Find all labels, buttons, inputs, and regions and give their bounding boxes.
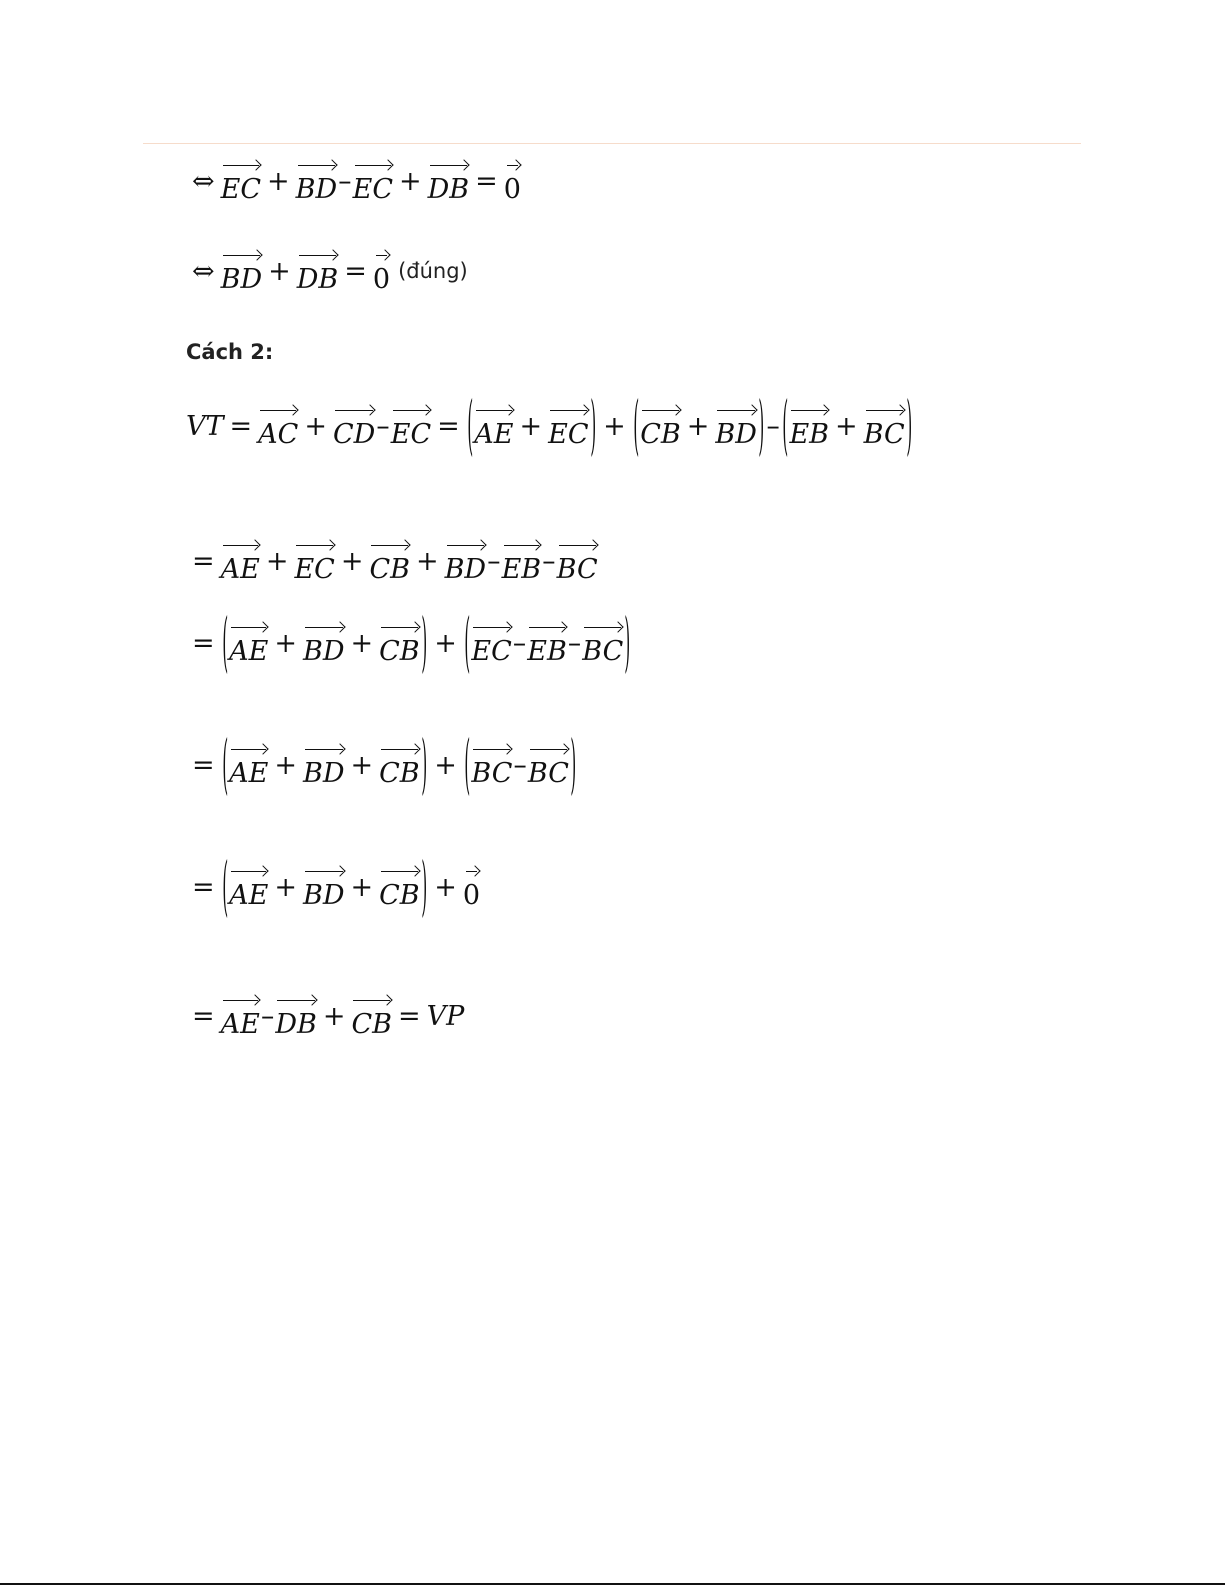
vector-eb: EB [502,540,542,583]
equation-line-2 [186,250,468,293]
left-paren: ( [782,389,789,464]
equals-sign: = [229,411,253,442]
plus-sign: + [434,628,457,659]
plus-sign: + [603,411,626,442]
equals-sign: = [192,546,215,577]
vector-bd: BD [303,622,345,665]
vector-db: DB [297,250,339,293]
plus-sign: + [835,411,858,442]
vector-ec: EC [294,540,334,583]
equals-sign: = [192,1001,215,1032]
left-paren: ( [467,389,473,464]
equals-sign: = [397,1001,421,1032]
equals-sign: = [192,872,215,903]
vector-ec: EC [548,405,588,448]
vector-ec: EC [221,160,261,203]
vector-ec: EC [391,405,431,448]
vector-ac: AC [258,405,298,448]
iff-symbol: ⇔ [192,166,215,197]
minus-sign: – [487,546,501,577]
vector-cb: CB [369,540,410,583]
minus-sign: – [766,411,780,442]
plus-sign: + [519,411,543,442]
vector-db: DB [428,160,470,203]
plus-sign: + [274,750,298,781]
plus-sign: + [350,872,374,903]
vector-bd: BD [303,744,345,787]
vector-ae: AE [221,995,260,1038]
method-2-heading-row [186,342,273,363]
vector-cb: CB [351,995,392,1038]
method-2-heading: Cách 2: [186,340,274,364]
vector-cb: CB [379,622,420,665]
plus-sign: + [340,546,364,577]
vector-bd: BD [445,540,487,583]
vector-bc: BC [864,405,905,448]
plus-sign: + [265,546,289,577]
vector-db: DB [275,995,317,1038]
minus-sign: – [512,628,527,659]
plus-sign: + [350,750,374,781]
left-paren: ( [221,606,228,681]
vector-cd: CD [333,405,375,448]
minus-sign: – [260,1001,275,1032]
right-paren: ) [421,728,427,803]
plus-sign: + [267,166,290,197]
right-paren: ) [906,389,912,464]
left-paren: ( [221,850,228,925]
iff-symbol: ⇔ [192,256,215,287]
plus-sign: + [415,546,439,577]
vector-cb: CB [379,744,420,787]
plus-sign: + [399,166,422,197]
top-divider [143,143,1081,144]
plus-sign: + [434,750,457,781]
equation-line-3 [186,389,913,464]
vector-cb: CB [640,405,681,448]
note-correct: (đúng) [398,259,468,283]
equals-sign: = [192,628,215,659]
zero-vector: 0 [373,250,390,293]
vector-ae: AE [229,866,268,909]
plus-sign: + [268,256,291,287]
plus-sign: + [274,628,298,659]
right-paren: ) [589,389,596,464]
rhs-vp: VP [426,1001,465,1032]
vector-bc: BC [471,744,512,787]
left-paren: ( [464,606,470,681]
equals-sign: = [192,750,215,781]
vector-ae: AE [229,622,268,665]
right-paren: ) [758,389,765,464]
right-paren: ) [421,850,427,925]
plus-sign: + [350,628,374,659]
minus-sign: – [567,628,582,659]
vector-eb: EB [527,622,567,665]
vector-ec: EC [353,160,393,203]
plus-sign: + [434,872,457,903]
left-paren: ( [221,728,228,803]
vector-bd: BD [296,160,338,203]
plus-sign: + [322,1001,346,1032]
vector-ae: AE [474,405,513,448]
vector-eb: EB [789,405,829,448]
left-paren: ( [633,389,639,464]
equation-line-4 [186,540,598,583]
minus-sign: – [513,750,527,781]
right-paren: ) [570,728,577,803]
vector-bc: BC [528,744,569,787]
left-paren: ( [464,728,470,803]
vector-bd: BD [715,405,757,448]
vector-bd: BD [221,250,263,293]
equals-sign: = [475,166,498,197]
vector-ec: EC [471,622,511,665]
vector-bc: BC [582,622,623,665]
plus-sign: + [686,411,710,442]
vector-ae: AE [221,540,260,583]
lhs-vt: VT [186,411,224,442]
plus-sign: + [304,411,327,442]
equals-sign: = [344,256,367,287]
zero-vector: 0 [504,160,521,203]
plus-sign: + [274,872,298,903]
minus-sign: – [376,411,390,442]
equals-sign: = [437,411,460,442]
equation-line-7 [186,850,480,925]
minus-sign: – [338,166,352,197]
vector-bd: BD [303,866,345,909]
equation-line-8 [186,995,464,1038]
equation-line-5 [186,606,632,681]
equation-line-6 [186,728,577,803]
right-paren: ) [624,606,631,681]
zero-vector: 0 [463,866,480,909]
vector-cb: CB [379,866,420,909]
vector-bc: BC [557,540,598,583]
equation-line-1 [186,160,521,203]
minus-sign: – [542,546,556,577]
vector-ae: AE [229,744,268,787]
right-paren: ) [421,606,427,681]
